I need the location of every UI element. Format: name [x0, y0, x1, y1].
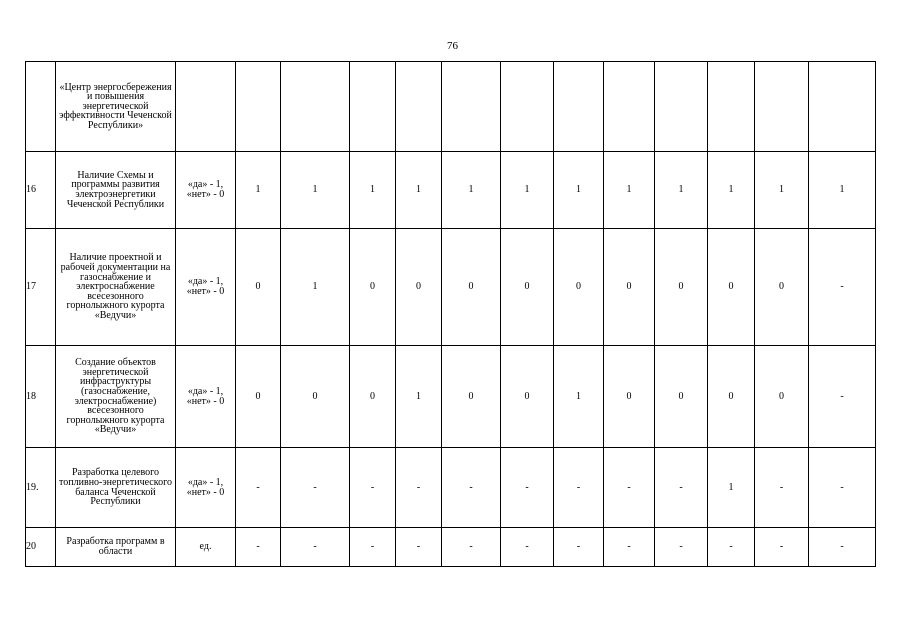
table-row	[26, 448, 876, 528]
value-cell: 1	[809, 152, 876, 229]
value-cell: 0	[236, 346, 281, 448]
value-cell: -	[604, 448, 655, 528]
value-cell: 1	[755, 152, 809, 229]
value-cell: -	[755, 448, 809, 528]
page-number: 76	[447, 40, 458, 52]
value-cell: -	[604, 528, 655, 567]
value-cell: -	[809, 528, 876, 567]
indicators-table	[25, 61, 876, 567]
value-cell	[554, 62, 604, 152]
table-row	[26, 528, 876, 567]
row-number: 19.	[26, 448, 56, 528]
value-cell: 0	[655, 229, 708, 346]
value-cell: -	[442, 528, 501, 567]
value-cell: 1	[554, 346, 604, 448]
unit-cell: «да» - 1, «нет» - 0	[176, 346, 236, 448]
value-cell: 1	[554, 152, 604, 229]
value-cell	[501, 62, 554, 152]
value-cell: 0	[236, 229, 281, 346]
indicator-name: Наличие проектной и рабочей документации на газоснабжение и электроснабжение всесезонного горнолыжного курорта «Ведучи»	[56, 229, 176, 346]
value-cell: -	[809, 346, 876, 448]
value-cell: 1	[655, 152, 708, 229]
value-cell: -	[442, 448, 501, 528]
value-cell: 1	[708, 448, 755, 528]
value-cell: 0	[442, 346, 501, 448]
value-cell: 0	[604, 346, 655, 448]
value-cell: -	[655, 528, 708, 567]
unit-cell: «да» - 1, «нет» - 0	[176, 448, 236, 528]
row-number: 18	[26, 346, 56, 448]
value-cell: 1	[396, 152, 442, 229]
value-cell: 0	[501, 229, 554, 346]
value-cell: -	[554, 448, 604, 528]
value-cell: -	[809, 229, 876, 346]
row-number: 16	[26, 152, 56, 229]
unit-cell: ед.	[176, 528, 236, 567]
value-cell: -	[236, 448, 281, 528]
value-cell	[236, 62, 281, 152]
indicator-name: Создание объектов энергетической инфраструктуры (газоснабжение, электроснабжение) всесезонного горнолыжного курорта «Ведучи»	[56, 346, 176, 448]
value-cell: 0	[350, 346, 396, 448]
unit-cell	[176, 62, 236, 152]
value-cell: 0	[604, 229, 655, 346]
unit-cell: «да» - 1, «нет» - 0	[176, 152, 236, 229]
value-cell	[809, 62, 876, 152]
table-row	[26, 152, 876, 229]
value-cell: 0	[655, 346, 708, 448]
value-cell: 0	[708, 229, 755, 346]
value-cell	[708, 62, 755, 152]
value-cell	[604, 62, 655, 152]
value-cell: 0	[396, 229, 442, 346]
indicator-name: Разработка целевого топливно-энергетического баланса Чеченской Республики	[56, 448, 176, 528]
value-cell: -	[350, 448, 396, 528]
value-cell	[281, 62, 350, 152]
value-cell: 0	[708, 346, 755, 448]
row-number: 17	[26, 229, 56, 346]
value-cell: -	[501, 448, 554, 528]
value-cell: -	[350, 528, 396, 567]
value-cell: 1	[350, 152, 396, 229]
value-cell: 1	[442, 152, 501, 229]
value-cell: -	[396, 448, 442, 528]
value-cell	[442, 62, 501, 152]
value-cell: -	[554, 528, 604, 567]
value-cell: 1	[708, 152, 755, 229]
value-cell: 0	[281, 346, 350, 448]
indicator-name: Разработка программ в области	[56, 528, 176, 567]
value-cell: 1	[281, 152, 350, 229]
value-cell: -	[396, 528, 442, 567]
value-cell: 1	[236, 152, 281, 229]
value-cell: -	[281, 448, 350, 528]
table-row	[26, 62, 876, 152]
indicator-name: Наличие Схемы и программы развития электроэнергетики Чеченской Республики	[56, 152, 176, 229]
value-cell	[350, 62, 396, 152]
row-number	[26, 62, 56, 152]
value-cell: 0	[501, 346, 554, 448]
value-cell: -	[755, 528, 809, 567]
row-number: 20	[26, 528, 56, 567]
value-cell	[396, 62, 442, 152]
value-cell: -	[281, 528, 350, 567]
value-cell: -	[655, 448, 708, 528]
indicator-name: «Центр энергосбережения и повышения энергетической эффективности Чеченской Республики»	[56, 62, 176, 152]
value-cell: 0	[755, 346, 809, 448]
value-cell	[755, 62, 809, 152]
value-cell: 1	[501, 152, 554, 229]
value-cell: 0	[554, 229, 604, 346]
value-cell: 1	[396, 346, 442, 448]
table-row	[26, 229, 876, 346]
value-cell: 0	[755, 229, 809, 346]
value-cell: -	[809, 448, 876, 528]
value-cell: -	[708, 528, 755, 567]
value-cell: 0	[442, 229, 501, 346]
value-cell: 1	[604, 152, 655, 229]
value-cell: 0	[350, 229, 396, 346]
value-cell: 1	[281, 229, 350, 346]
unit-cell: «да» - 1, «нет» - 0	[176, 229, 236, 346]
value-cell: -	[501, 528, 554, 567]
value-cell: -	[236, 528, 281, 567]
table-row	[26, 346, 876, 448]
value-cell	[655, 62, 708, 152]
